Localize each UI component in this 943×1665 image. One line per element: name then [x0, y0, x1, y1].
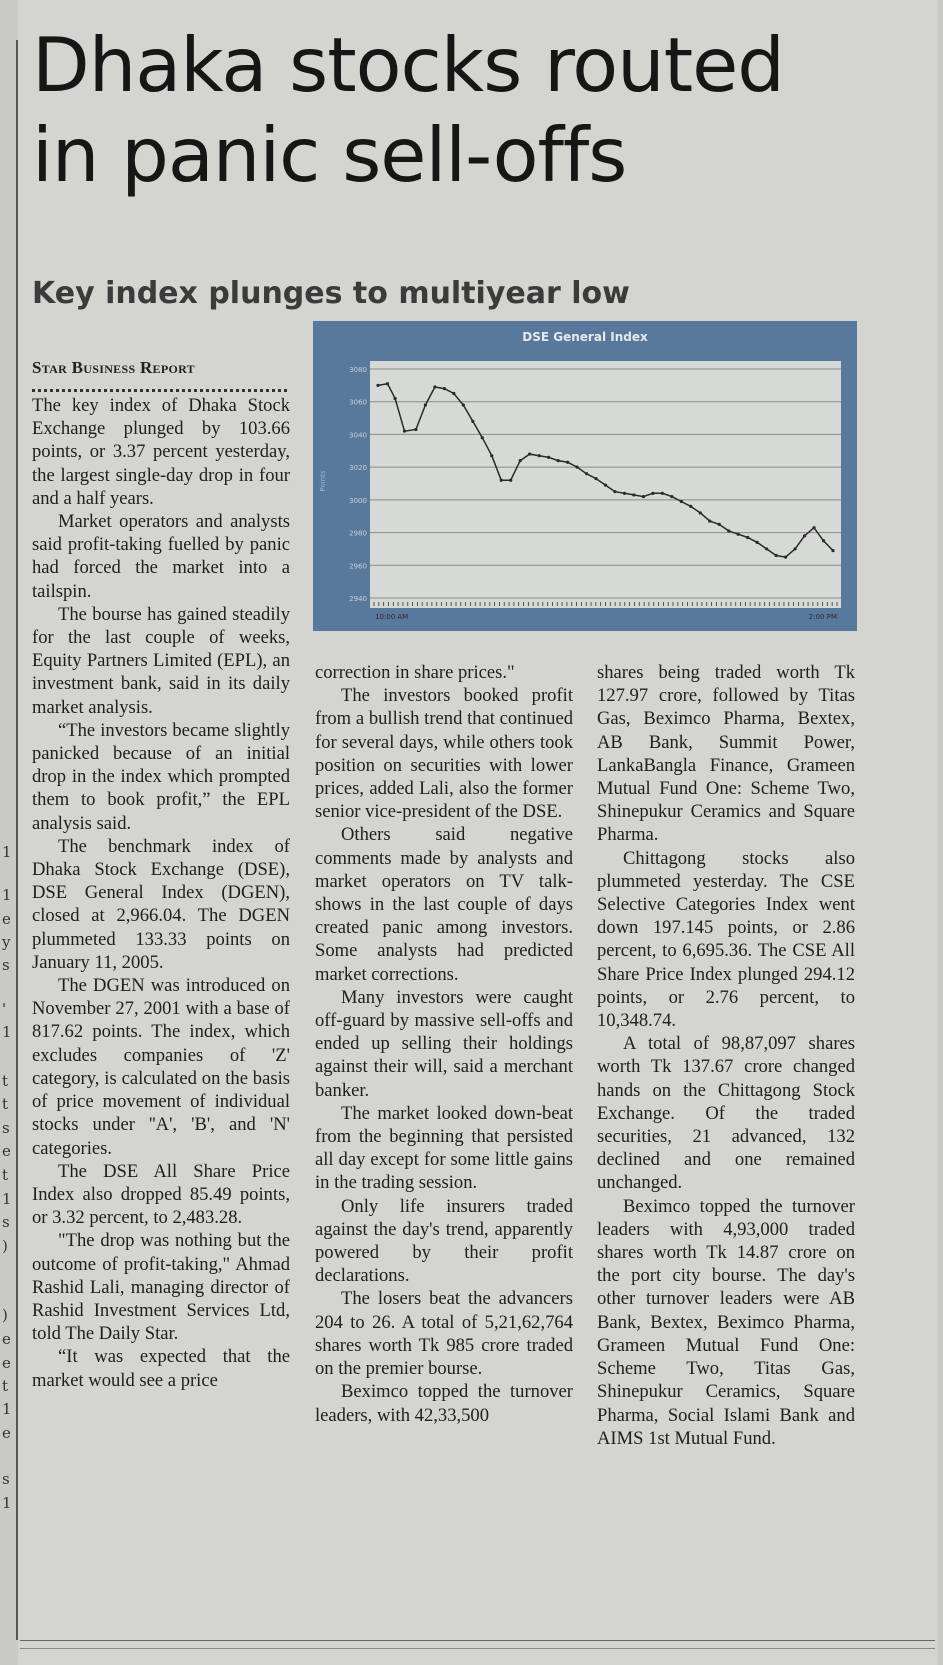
- data-point: [699, 511, 702, 514]
- margin-letter: t: [2, 1072, 9, 1090]
- paragraph: A total of 98,87,097 shares worth Tk 137.67 crore changed hands on the Chittagong Stock Exchange. Of the traded securities, 21 advanced, 132 declined and one remained unchanged.: [597, 1033, 855, 1194]
- data-point: [661, 492, 664, 495]
- chart-y-ticks: [349, 366, 367, 603]
- y-tick-label: 3080: [349, 366, 367, 374]
- y-tick-label: 3020: [349, 464, 367, 473]
- data-point: [651, 492, 654, 495]
- margin-letter: s: [2, 1470, 10, 1488]
- data-point: [433, 385, 436, 388]
- margin-letter: 1: [2, 1494, 12, 1512]
- margin-letter: t: [2, 1095, 9, 1113]
- headline-line-1: Dhaka stocks routed: [32, 21, 784, 109]
- bottom-rule: [20, 1640, 935, 1641]
- data-point: [632, 493, 635, 496]
- data-point: [393, 397, 396, 400]
- y-tick-label: 3040: [349, 431, 367, 440]
- margin-letter: s: [2, 1213, 10, 1231]
- headline: [32, 20, 912, 200]
- paragraph: The investors booked profit from a bullish trend that continued for several days, while others took position on securities with lower prices, added Lali, also the former senior vice-president of the DSE.: [315, 685, 573, 823]
- margin-letter: 1: [2, 1190, 12, 1208]
- data-point: [509, 479, 512, 482]
- data-point: [471, 420, 474, 423]
- chart-x-end-label: 2:00 PM: [808, 613, 837, 621]
- headline-line-2: in panic sell-offs: [32, 111, 627, 199]
- data-point: [500, 479, 503, 482]
- data-point: [386, 382, 389, 385]
- byline-text: Star Business Report: [32, 358, 195, 377]
- data-point: [538, 454, 541, 457]
- margin-letter: 1: [2, 1400, 12, 1418]
- paragraph: Beximco topped the turnover leaders with 4,93,000 traded shares worth Tk 14.87 crore on the port city bourse. The day's other turnover leaders were AB Bank, Bextex, Beximco Pharma, Grameen Mutual Fund One: Scheme Two, Titas Gas, Shinepukur Ceramics, Square Pharma, Social Islami Bank and AIMS 1st Mutual Fund.: [597, 1195, 855, 1449]
- data-point: [424, 403, 427, 406]
- margin-letter: ): [2, 1237, 8, 1255]
- margin-letter: ): [2, 1306, 8, 1324]
- paragraph: “It was expected that the market would see a price: [32, 1346, 290, 1391]
- data-point: [718, 523, 721, 526]
- data-point: [594, 477, 597, 480]
- y-tick-label: 3000: [349, 496, 367, 505]
- margin-letter: e: [2, 910, 11, 928]
- paragraph: Others said negative comments made by analysts and market operators on TV talk-shows in the last couple of days created panic among investors. Some analysts had predicted market corrections.: [315, 824, 573, 985]
- margin-letter: e: [2, 1330, 11, 1348]
- paragraph: “The investors became slightly panicked because of an initial drop in the index which prompted them to book profit,” the EPL analysis said.: [32, 719, 290, 834]
- data-point: [756, 541, 759, 544]
- paragraph: The DGEN was introduced on November 27, 2001 with a base of 817.62 points. The index, which excludes companies of 'Z' category, is calculated on the basis of price movement of individual stocks under ''A', 'B', and 'N' categories.: [32, 975, 290, 1159]
- data-point: [689, 505, 692, 508]
- margin-letter: e: [2, 1142, 11, 1160]
- data-point: [775, 554, 778, 557]
- paragraph: The market looked down-beat from the beginning that persisted all day except for some little gains in the trading session.: [315, 1102, 573, 1194]
- paragraph: The DSE All Share Price Index also dropped 85.49 points, or 3.32 percent, to 2,483.28.: [32, 1160, 290, 1229]
- margin-letter: y: [2, 933, 11, 951]
- data-point: [462, 403, 465, 406]
- data-point: [557, 459, 560, 462]
- data-point: [737, 533, 740, 536]
- margin-letter: ': [2, 1000, 7, 1018]
- data-point: [822, 539, 825, 542]
- data-point: [680, 500, 683, 503]
- margin-letter: 1: [2, 886, 12, 904]
- dse-general-index-chart: [313, 321, 857, 631]
- byline: [32, 358, 195, 378]
- data-point: [528, 452, 531, 455]
- paragraph: The bourse has gained steadily for the last couple of weeks, Equity Partners Limited (EPL), an investment bank, said in its daily market analysis.: [32, 603, 290, 718]
- data-point: [414, 428, 417, 431]
- article-column-3: [597, 661, 855, 1450]
- y-tick-label: 2980: [349, 529, 367, 538]
- margin-letter: e: [2, 1424, 11, 1442]
- margin-letter: 1: [2, 1023, 12, 1041]
- paragraph: Beximco topped the turnover leaders, with 42,33,500: [315, 1381, 573, 1426]
- data-point: [443, 387, 446, 390]
- paragraph: The benchmark index of Dhaka Stock Exchange (DSE), DSE General Index (DGEN), closed at 2,966.04. The DGEN plummeted 133.33 points on January 11, 2005.: [32, 835, 290, 973]
- byline-divider: [32, 389, 287, 392]
- data-point: [812, 526, 815, 529]
- paragraph: Chittagong stocks also plummeted yesterday. The CSE Selective Categories Index went down 197.145 points, or 2.86 percent, to 6,695.36. The CSE All Share Price Index plunged 294.12 points, or 2.76 percent, to 10,348.74.: [597, 847, 855, 1032]
- data-point: [746, 536, 749, 539]
- chart-x-start-label: 10:00 AM: [375, 613, 409, 621]
- paragraph: shares being traded worth Tk 127.97 crore, followed by Titas Gas, Beximco Pharma, Bextex, AB Bank, Summit Power, LankaBangla Finance, Grameen Mutual Fund One: Scheme Two, Shinepukur Ceramics and Square Pharma.: [597, 662, 855, 846]
- data-point: [784, 556, 787, 559]
- paragraph: "The drop was nothing but the outcome of profit-taking," Ahmad Rashid Lali, managing director of Rashid Investment Services Ltd, told The Daily Star.: [32, 1230, 290, 1345]
- adjacent-column-edge: [0, 0, 14, 1665]
- data-point: [831, 549, 834, 552]
- data-point: [708, 520, 711, 523]
- margin-letter: t: [2, 1166, 9, 1184]
- margin-letter: s: [2, 1119, 10, 1137]
- data-point: [604, 484, 607, 487]
- data-point: [547, 456, 550, 459]
- margin-letter: t: [2, 1377, 9, 1395]
- margin-letter: e: [2, 1354, 11, 1372]
- data-point: [376, 384, 379, 387]
- column-rule: [16, 40, 18, 1640]
- paragraph: Only life insurers traded against the day's trend, apparently powered by their profit declarations.: [315, 1195, 573, 1287]
- paragraph: Market operators and analysts said profit-taking fuelled by panic had forced the market into a tailspin.: [32, 511, 290, 602]
- chart-title: DSE General Index: [522, 330, 648, 344]
- y-tick-label: 3060: [349, 398, 367, 407]
- data-point: [727, 529, 730, 532]
- data-point: [585, 472, 588, 475]
- paragraph: Many investors were caught off-guard by massive sell-offs and ended up selling their holdings against their will, said a merchant banker.: [315, 986, 573, 1101]
- y-tick-label: 2940: [349, 595, 367, 603]
- data-point: [566, 461, 569, 464]
- article-column-1: [32, 394, 290, 1392]
- margin-letter: 1: [2, 843, 12, 861]
- chart-svg: [313, 321, 857, 631]
- bottom-rule-2: [20, 1648, 935, 1649]
- data-point: [519, 459, 522, 462]
- data-point: [793, 547, 796, 550]
- data-point: [481, 436, 484, 439]
- y-tick-label: 2960: [349, 562, 367, 571]
- margin-letter: s: [2, 956, 10, 974]
- data-point: [490, 454, 493, 457]
- data-point: [803, 534, 806, 537]
- paragraph: correction in share prices.": [315, 662, 515, 683]
- data-point: [765, 547, 768, 550]
- chart-y-axis-label: Points: [319, 470, 327, 492]
- subheadline: Key index plunges to multiyear low: [32, 276, 630, 311]
- data-point: [575, 466, 578, 469]
- data-point: [452, 392, 455, 395]
- data-point: [613, 490, 616, 493]
- data-point: [623, 492, 626, 495]
- article-column-2: [315, 661, 573, 1427]
- paragraph: The losers beat the advancers 204 to 26. A total of 5,21,62,764 shares worth Tk 985 crore traded on the premier bourse.: [315, 1288, 573, 1380]
- data-point: [403, 430, 406, 433]
- data-point: [642, 495, 645, 498]
- data-point: [670, 495, 673, 498]
- paragraph: The key index of Dhaka Stock Exchange plunged by 103.66 points, or 3.37 percent yesterday, the largest single-day drop in four and a half years.: [32, 395, 290, 509]
